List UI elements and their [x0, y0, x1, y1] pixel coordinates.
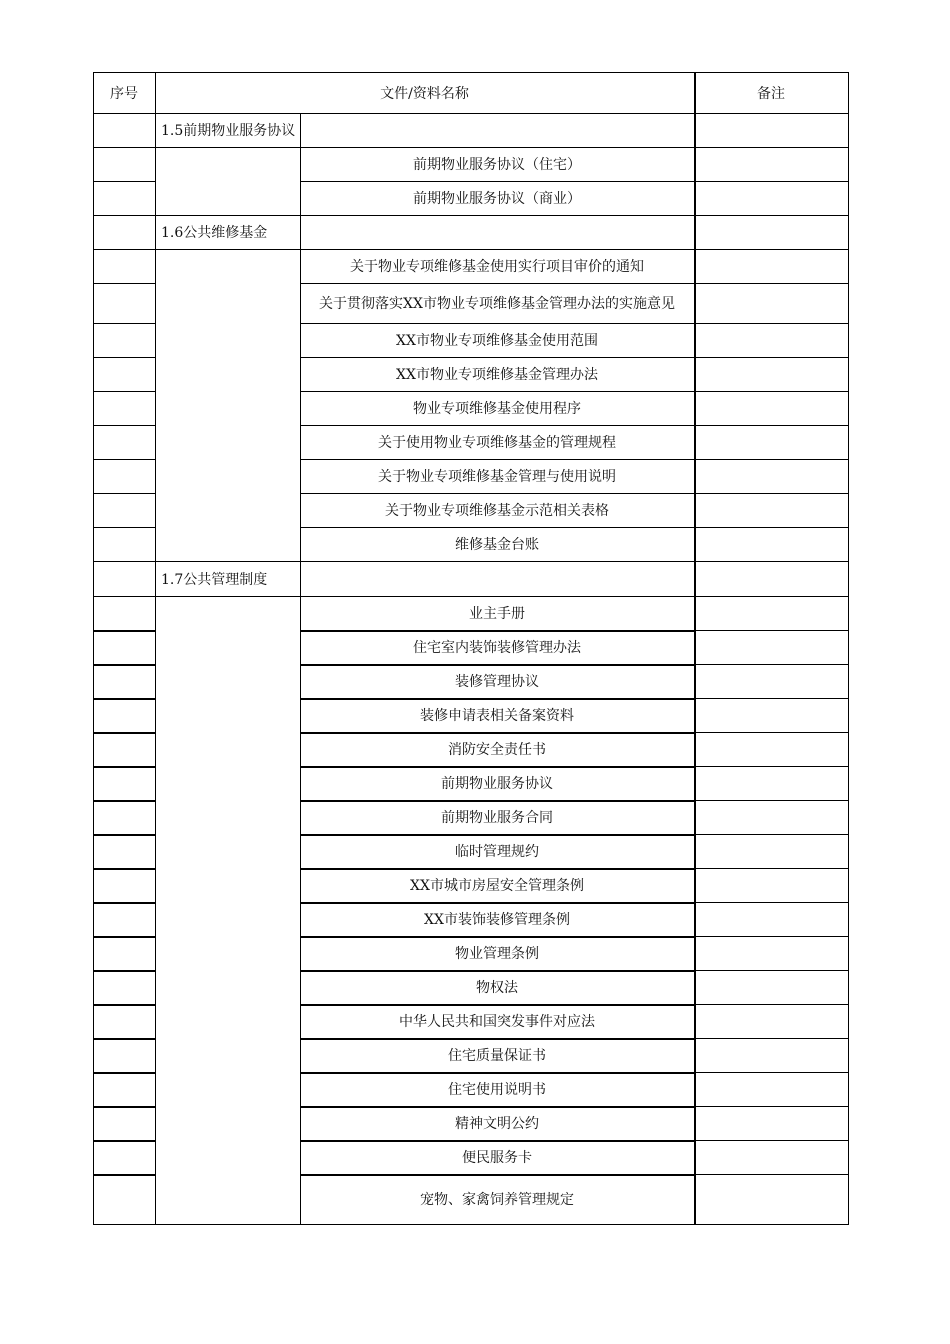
grid-line — [300, 800, 695, 802]
grid-line — [93, 425, 156, 426]
grid-line — [694, 766, 849, 767]
grid-line — [300, 1174, 695, 1176]
document-item: 物业管理条例 — [455, 946, 539, 962]
grid-line — [300, 732, 695, 734]
grid-line — [93, 391, 156, 392]
grid-line — [300, 664, 695, 666]
header-remark: 备注 — [757, 86, 785, 102]
grid-line — [93, 72, 849, 73]
grid-line — [93, 868, 156, 870]
document-item: 维修基金台账 — [455, 537, 539, 553]
grid-line — [694, 181, 849, 182]
document-item: 住宅室内装饰装修管理办法 — [413, 640, 581, 656]
grid-line — [694, 1140, 849, 1141]
grid-line — [848, 72, 849, 1225]
grid-line — [93, 1140, 156, 1142]
grid-line — [93, 215, 156, 216]
grid-line — [300, 1004, 695, 1006]
grid-line — [93, 147, 156, 148]
section-title: 1.5前期物业服务协议 — [161, 123, 296, 139]
grid-line — [694, 902, 849, 903]
grid-line — [694, 1038, 849, 1039]
grid-line — [694, 732, 849, 733]
grid-line — [93, 1038, 156, 1040]
grid-line — [93, 800, 156, 802]
grid-line — [694, 1106, 849, 1107]
grid-line — [694, 596, 849, 597]
document-item: 关于贯彻落实XX市物业专项维修基金管理办法的实施意见 — [319, 296, 675, 312]
section-title: 1.6公共维修基金 — [161, 225, 268, 241]
document-item: XX市物业专项维修基金管理办法 — [396, 367, 598, 383]
grid-line — [694, 834, 849, 835]
document-item: 前期物业服务协议 — [441, 776, 553, 792]
grid-line — [300, 698, 695, 700]
grid-line — [300, 902, 695, 904]
section-title: 1.7公共管理制度 — [161, 571, 268, 588]
grid-line — [93, 561, 156, 562]
grid-line — [300, 1106, 695, 1108]
document-item: 便民服务卡 — [462, 1150, 532, 1166]
document-item: 住宅使用说明书 — [448, 1082, 546, 1098]
grid-line — [300, 1038, 695, 1040]
grid-line — [93, 459, 156, 460]
grid-line — [155, 1224, 695, 1225]
grid-line — [93, 1174, 156, 1176]
document-item: XX市装饰装修管理条例 — [424, 912, 570, 928]
grid-line — [93, 113, 849, 114]
grid-line — [300, 936, 695, 938]
document-item: 关于使用物业专项维修基金的管理规程 — [378, 435, 616, 451]
grid-line — [155, 215, 695, 216]
grid-line — [300, 834, 695, 836]
document-item: 装修管理协议 — [455, 674, 539, 690]
grid-line — [93, 936, 156, 938]
grid-line — [694, 215, 849, 216]
document-item: 关于物业专项维修基金使用实行项目审价的通知 — [350, 259, 644, 275]
document-item: 住宅质量保证书 — [448, 1048, 546, 1064]
grid-line — [300, 425, 695, 426]
grid-line — [694, 72, 696, 1225]
grid-line — [93, 970, 156, 972]
grid-line — [93, 1224, 156, 1225]
grid-line — [694, 323, 849, 324]
grid-line — [694, 527, 849, 528]
grid-line — [300, 868, 695, 870]
document-item: 中华人民共和国突发事件对应法 — [399, 1014, 595, 1030]
document-item: 前期物业服务协议（商业） — [413, 191, 581, 207]
grid-line — [694, 1072, 849, 1073]
grid-line — [694, 1174, 849, 1175]
grid-line — [694, 698, 849, 699]
grid-line — [93, 596, 156, 597]
grid-line — [694, 1004, 849, 1005]
grid-line — [93, 766, 156, 768]
grid-line — [694, 391, 849, 392]
grid-line — [300, 1072, 695, 1074]
document-item: 精神文明公约 — [455, 1116, 539, 1132]
grid-line — [300, 527, 695, 528]
grid-line — [155, 249, 695, 250]
grid-line — [93, 323, 156, 324]
grid-line — [694, 249, 849, 250]
grid-line — [155, 147, 695, 148]
grid-line — [694, 147, 849, 148]
grid-line — [300, 459, 695, 460]
document-item: 临时管理规约 — [455, 844, 539, 860]
document-item: 前期物业服务协议（住宅） — [413, 157, 581, 173]
grid-line — [694, 630, 849, 631]
grid-line — [694, 357, 849, 358]
grid-line — [300, 970, 695, 972]
grid-line — [155, 561, 695, 562]
grid-line — [93, 249, 156, 250]
grid-line — [694, 1224, 849, 1225]
grid-line — [694, 459, 849, 460]
grid-line — [300, 283, 695, 284]
grid-line — [300, 1140, 695, 1142]
grid-line — [694, 970, 849, 971]
document-item: 前期物业服务合同 — [441, 810, 553, 826]
document-item: XX市城市房屋安全管理条例 — [410, 878, 584, 894]
document-item: 消防安全责任书 — [448, 742, 546, 758]
grid-line — [300, 323, 695, 324]
grid-line — [300, 357, 695, 358]
grid-line — [694, 936, 849, 937]
header-name: 文件/资料名称 — [380, 86, 469, 102]
grid-line — [93, 1004, 156, 1006]
document-item: XX市物业专项维修基金使用范围 — [396, 333, 598, 349]
document-item: 宠物、家禽饲养管理规定 — [420, 1192, 574, 1208]
grid-line — [93, 630, 156, 632]
grid-line — [93, 493, 156, 494]
grid-line — [155, 72, 156, 1225]
grid-line — [93, 664, 156, 666]
document-item: 关于物业专项维修基金管理与使用说明 — [378, 469, 616, 485]
document-item: 物权法 — [476, 980, 518, 996]
header-seq: 序号 — [110, 86, 138, 102]
document-item: 装修申请表相关备案资料 — [420, 708, 574, 724]
grid-line — [694, 425, 849, 426]
grid-line — [93, 72, 94, 1225]
grid-line — [300, 766, 695, 768]
grid-line — [300, 630, 695, 632]
grid-line — [93, 181, 156, 182]
document-item: 关于物业专项维修基金示范相关表格 — [385, 503, 609, 519]
grid-line — [93, 283, 156, 284]
grid-line — [300, 391, 695, 392]
grid-line — [694, 561, 849, 562]
grid-line — [694, 493, 849, 494]
grid-line — [93, 732, 156, 734]
grid-line — [694, 800, 849, 801]
grid-line — [93, 902, 156, 904]
grid-line — [694, 664, 849, 665]
grid-line — [93, 834, 156, 836]
grid-line — [93, 1106, 156, 1108]
grid-line — [93, 1072, 156, 1074]
document-item: 业主手册 — [469, 606, 525, 622]
grid-line — [93, 698, 156, 700]
grid-line — [155, 596, 695, 597]
grid-line — [300, 113, 301, 1225]
grid-line — [694, 868, 849, 869]
grid-line — [93, 357, 156, 358]
grid-line — [300, 181, 695, 182]
grid-line — [300, 493, 695, 494]
grid-line — [694, 283, 849, 284]
document-item: 物业专项维修基金使用程序 — [413, 401, 581, 417]
grid-line — [93, 527, 156, 528]
